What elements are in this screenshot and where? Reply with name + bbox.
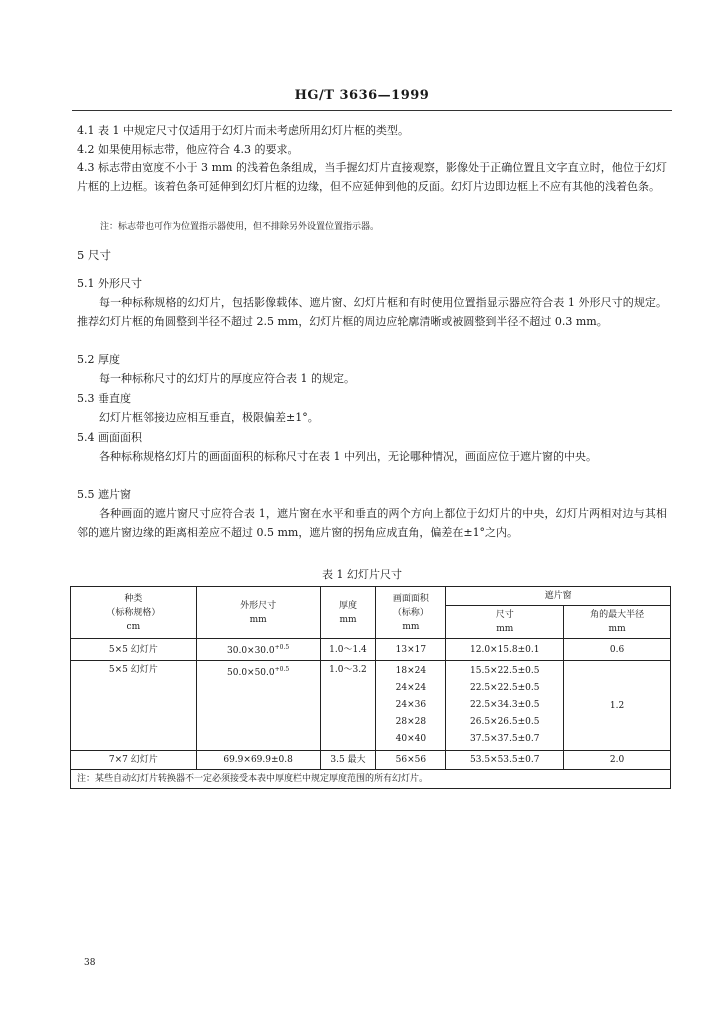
header-outer: 外形尺寸 mm — [196, 587, 320, 639]
cell-radius: 2.0 — [564, 751, 671, 770]
document-code: HG/T 3636—1999 — [294, 88, 430, 103]
cell-image: 13×17 — [376, 639, 446, 661]
slide-dimensions-table — [70, 586, 671, 789]
header-image-area: 画面面积 （标称） mm — [376, 587, 446, 639]
cell-radius: 0.6 — [564, 639, 671, 661]
table-row — [71, 751, 671, 770]
header-corner-radius: 角的最大半径 mm — [564, 606, 671, 639]
cell-outer: $50.0\times 50.0^{+0.5}$ — [196, 661, 320, 751]
cell-kind: 7×7 幻灯片 — [71, 751, 197, 770]
cell-kind: 5×5 幻灯片 — [71, 661, 197, 751]
page-number: 38 — [84, 958, 96, 968]
cell-outer: $30.0\times 30.0^{+0.5}$ — [196, 639, 320, 661]
cell-thickness: 1.0～1.4 — [320, 639, 376, 661]
section-5-4-title: 5.4 画面面积 — [77, 431, 142, 444]
table-row — [71, 639, 671, 661]
section-5-4-text: 各种标称规格幻灯片的画面面积的标称尺寸在表 1 中列出，无论哪种情况，画面应位于遮片窗的中央。 — [99, 450, 597, 463]
table-caption: 表 1 幻灯片尺寸 — [322, 568, 402, 581]
header-thickness: 厚度 mm — [320, 587, 376, 639]
header-kind: 种类 （标称规格） cm — [71, 587, 197, 639]
clause-4-2: 4.2 如果使用标志带，他应符合 4.3 的要求。 — [77, 143, 299, 156]
cell-mask-size: 12.0×15.8±0.1 — [446, 639, 564, 661]
header-mask-size: 尺寸 mm — [446, 606, 564, 639]
section-5-1-text: 每一种标称规格的幻灯片，包括影像载体、遮片窗、幻灯片框和有时使用位置指显示器应符合表 1 外形尺寸的规定。推荐幻灯片框的角圆整到半径不超过 2.5 mm，幻灯片框的周边应轮廓清晰或被圆整到半径不超过 0.3 mm。 — [77, 296, 667, 328]
header-mask-window: 遮片窗 — [446, 587, 671, 606]
table-row — [71, 661, 671, 751]
cell-image: 56×56 — [376, 751, 446, 770]
section-5-3-title: 5.3 垂直度 — [77, 392, 131, 405]
cell-outer: 69.9×69.9±0.8 — [196, 751, 320, 770]
cell-mask-size: 53.5×53.5±0.7 — [446, 751, 564, 770]
cell-radius: 1.2 — [564, 661, 671, 751]
cell-image: 18×24 24×24 24×36 28×28 40×40 — [376, 661, 446, 751]
section-5-5-title: 5.5 遮片窗 — [77, 488, 131, 501]
section-5-2-text: 每一种标称尺寸的幻灯片的厚度应符合表 1 的规定。 — [99, 372, 355, 385]
section-5-3-text: 幻灯片框邻接边应相互垂直，极限偏差±1°。 — [99, 411, 319, 424]
cell-mask-size: 15.5×22.5±0.5 22.5×22.5±0.5 22.5×34.3±0.5 26.5×26.5±0.5 37.5×37.5±0.7 — [446, 661, 564, 751]
section-5-1-title: 5.1 外形尺寸 — [77, 277, 142, 290]
section-5-title: 5 尺寸 — [77, 248, 111, 262]
section-5-2-title: 5.2 厚度 — [77, 353, 120, 366]
cell-kind: 5×5 幻灯片 — [71, 639, 197, 661]
table-note: 注：某些自动幻灯片转换器不一定必须接受本表中厚度栏中规定厚度范围的所有幻灯片。 — [71, 770, 671, 789]
clause-4-3: 4.3 标志带由宽度不小于 3 mm 的浅着色条组成，当手握幻灯片直接观察，影像处于正确位置且文字直立时，他位于幻灯片框的上边框。该着色条可延伸到幻灯片框的边缘，但不应延伸到他的反面。幻灯片边即边框上不应有其他的浅着色条。 — [77, 161, 667, 193]
section-5-5-text: 各种画面的遮片窗尺寸应符合表 1，遮片窗在水平和垂直的两个方向上都位于幻灯片的中央，幻灯片两相对边与其相邻的遮片窗边缘的距离相差应不超过 0.5 mm，遮片窗的拐角应成直角，偏差在±1°之内。 — [77, 507, 667, 539]
cell-thickness: 3.5 最大 — [320, 751, 376, 770]
clause-4-1: 4.1 表 1 中规定尺寸仅适用于幻灯片而未考虑所用幻灯片框的类型。 — [77, 124, 409, 137]
cell-thickness: 1.0～3.2 — [320, 661, 376, 751]
clause-4-note: 注：标志带也可作为位置指示器使用，但不排除另外设置位置指示器。 — [100, 222, 380, 232]
header-rule — [72, 110, 672, 111]
